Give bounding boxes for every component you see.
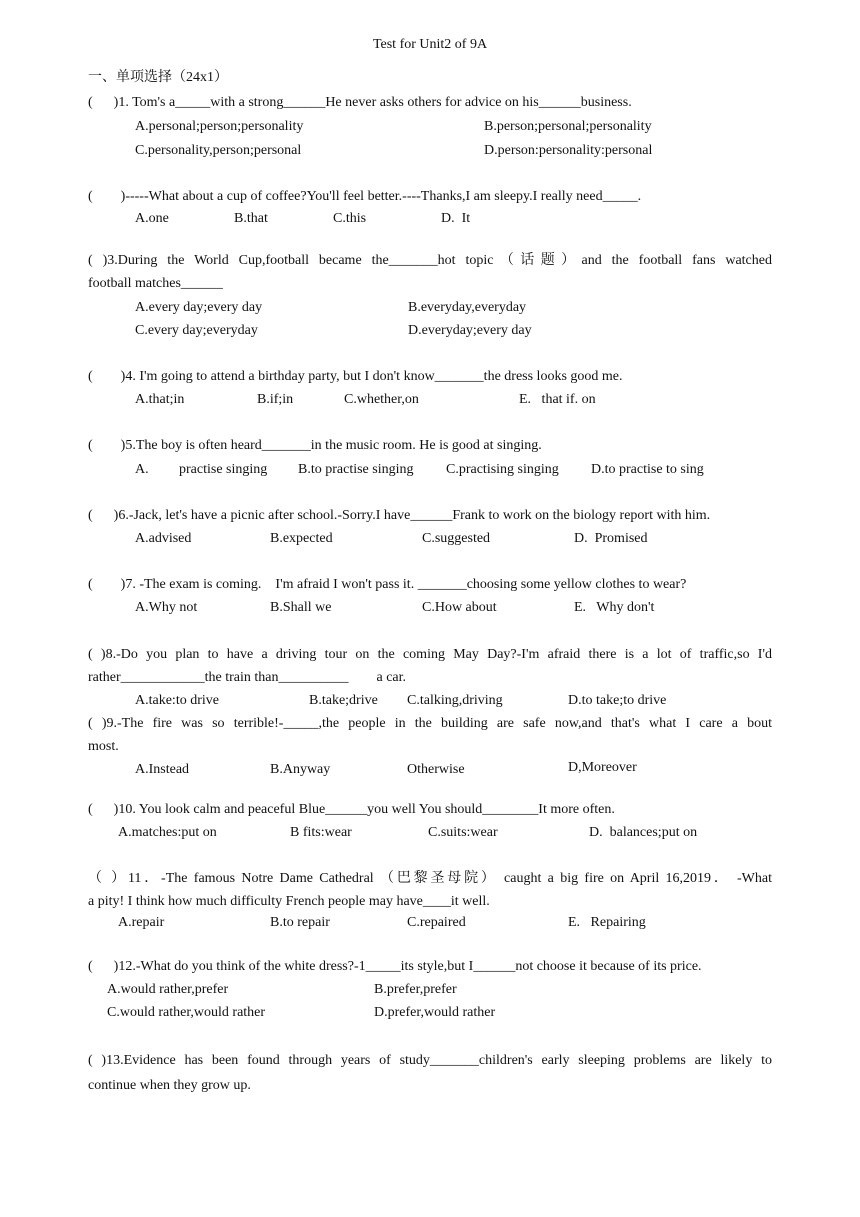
option-5c: C.practising singing	[446, 462, 559, 477]
option-3a: A.every day;every day	[135, 300, 263, 315]
question-13: ( )13.Evidence has been found through years of study_______children's early sleeping problems are likely to	[88, 1053, 772, 1068]
option-9c: Otherwise	[407, 762, 465, 777]
question-9-cont: most.	[88, 739, 119, 754]
option-8d: D.to take;to drive	[568, 693, 667, 708]
option-5a: A.	[135, 462, 149, 477]
option-2c: C.this	[333, 211, 367, 226]
option-10b: B fits:wear	[290, 825, 352, 840]
question-11: （ ）11．-The famous Notre Dame Cathedral （巴黎圣母院） caught a big fire on April 16,2019． -What	[88, 871, 772, 886]
option-8a: A.take:to drive	[135, 693, 219, 708]
option-8b: B.take;drive	[309, 693, 378, 708]
option-3b: B.everyday,everyday	[408, 300, 527, 315]
option-5d: D.to practise to sing	[591, 462, 704, 477]
option-10d: D. balances;put on	[589, 825, 698, 840]
question-13-cont: continue when they grow up.	[88, 1078, 251, 1093]
option-2d: D. It	[441, 211, 471, 226]
option-6a: A.advised	[135, 531, 192, 546]
option-1d: D.person:personality:personal	[484, 143, 653, 158]
option-4d: E. that if. on	[519, 392, 596, 407]
question-11-cont: a pity! I think how much difficulty French people may have____it well.	[88, 894, 490, 909]
option-12c: C.would rather,would rather	[107, 1005, 266, 1020]
option-2a: A.one	[135, 211, 169, 226]
question-10: ( )10. You look calm and peaceful Blue______you well You should________It more often.	[88, 802, 615, 817]
option-6c: C.suggested	[422, 531, 491, 546]
option-9d: D,Moreover	[568, 760, 637, 775]
question-3-cont: football matches______	[88, 276, 223, 291]
option-10a: A.matches:put on	[118, 825, 217, 840]
option-1a: A.personal;person;personality	[135, 119, 304, 134]
option-4b: B.if;in	[257, 392, 294, 407]
question-2: ( )-----What about a cup of coffee?You'll feel better.----Thanks,I am sleepy.I really need_____.	[88, 189, 642, 204]
option-12d: D.prefer,would rather	[374, 1005, 496, 1020]
option-1b: B.person;personal;personality	[484, 119, 652, 134]
question-8: ( )8.-Do you plan to have a driving tour on the coming May Day?-I'm afraid there is a lot of traffic,so I'd	[88, 647, 772, 662]
option-9b: B.Anyway	[270, 762, 331, 777]
section-heading: 一、单项选择（24x1）	[88, 70, 228, 85]
question-9: ( )9.-The fire was so terrible!-_____,the people in the building are safe now,and that's what I care a bout	[88, 716, 772, 731]
option-5b: B.to practise singing	[298, 462, 414, 477]
question-1: ( )1. Tom's a_____with a strong______He never asks others for advice on his______business.	[88, 95, 632, 110]
option-7d: E. Why don't	[574, 600, 655, 615]
option-11d: E. Repairing	[568, 915, 646, 930]
option-3c: C.every day;everyday	[135, 323, 258, 338]
question-3: ( )3.During the World Cup,football became the_______hot topic（话题）and the football fans watched	[88, 253, 772, 268]
option-7c: C.How about	[422, 600, 497, 615]
page-title: Test for Unit2 of 9A	[372, 37, 488, 52]
option-2b: B.that	[234, 211, 268, 226]
option-11c: C.repaired	[407, 915, 466, 930]
question-4: ( )4. I'm going to attend a birthday party, but I don't know_______the dress looks good me.	[88, 369, 623, 384]
option-12a: A.would rather,prefer	[107, 982, 229, 997]
question-5: ( )5.The boy is often heard_______in the music room. He is good at singing.	[88, 438, 542, 453]
option-11b: B.to repair	[270, 915, 330, 930]
option-6b: B.expected	[270, 531, 333, 546]
question-6: ( )6.-Jack, let's have a picnic after school.-Sorry.I have______Frank to work on the biology report with him.	[88, 508, 711, 523]
option-4a: A.that;in	[135, 392, 185, 407]
option-11a: A.repair	[118, 915, 165, 930]
option-8c: C.talking,driving	[407, 693, 503, 708]
option-3d: D.everyday;every day	[408, 323, 532, 338]
question-8-cont: rather____________the train than__________ a car.	[88, 670, 407, 685]
option-9a: A.Instead	[135, 762, 190, 777]
option-7b: B.Shall we	[270, 600, 332, 615]
option-7a: A.Why not	[135, 600, 198, 615]
option-5a-text: practise singing	[179, 462, 268, 477]
question-7: ( )7. -The exam is coming. I'm afraid I won't pass it. _______choosing some yellow clothes to wear?	[88, 577, 687, 592]
option-10c: C.suits:wear	[428, 825, 498, 840]
option-4c: C.whether,on	[344, 392, 419, 407]
option-12b: B.prefer,prefer	[374, 982, 457, 997]
option-6d: D. Promised	[574, 531, 648, 546]
question-12: ( )12.-What do you think of the white dress?-1_____its style,but I______not choose it because of its price.	[88, 959, 702, 974]
option-1c: C.personality,person;personal	[135, 143, 302, 158]
